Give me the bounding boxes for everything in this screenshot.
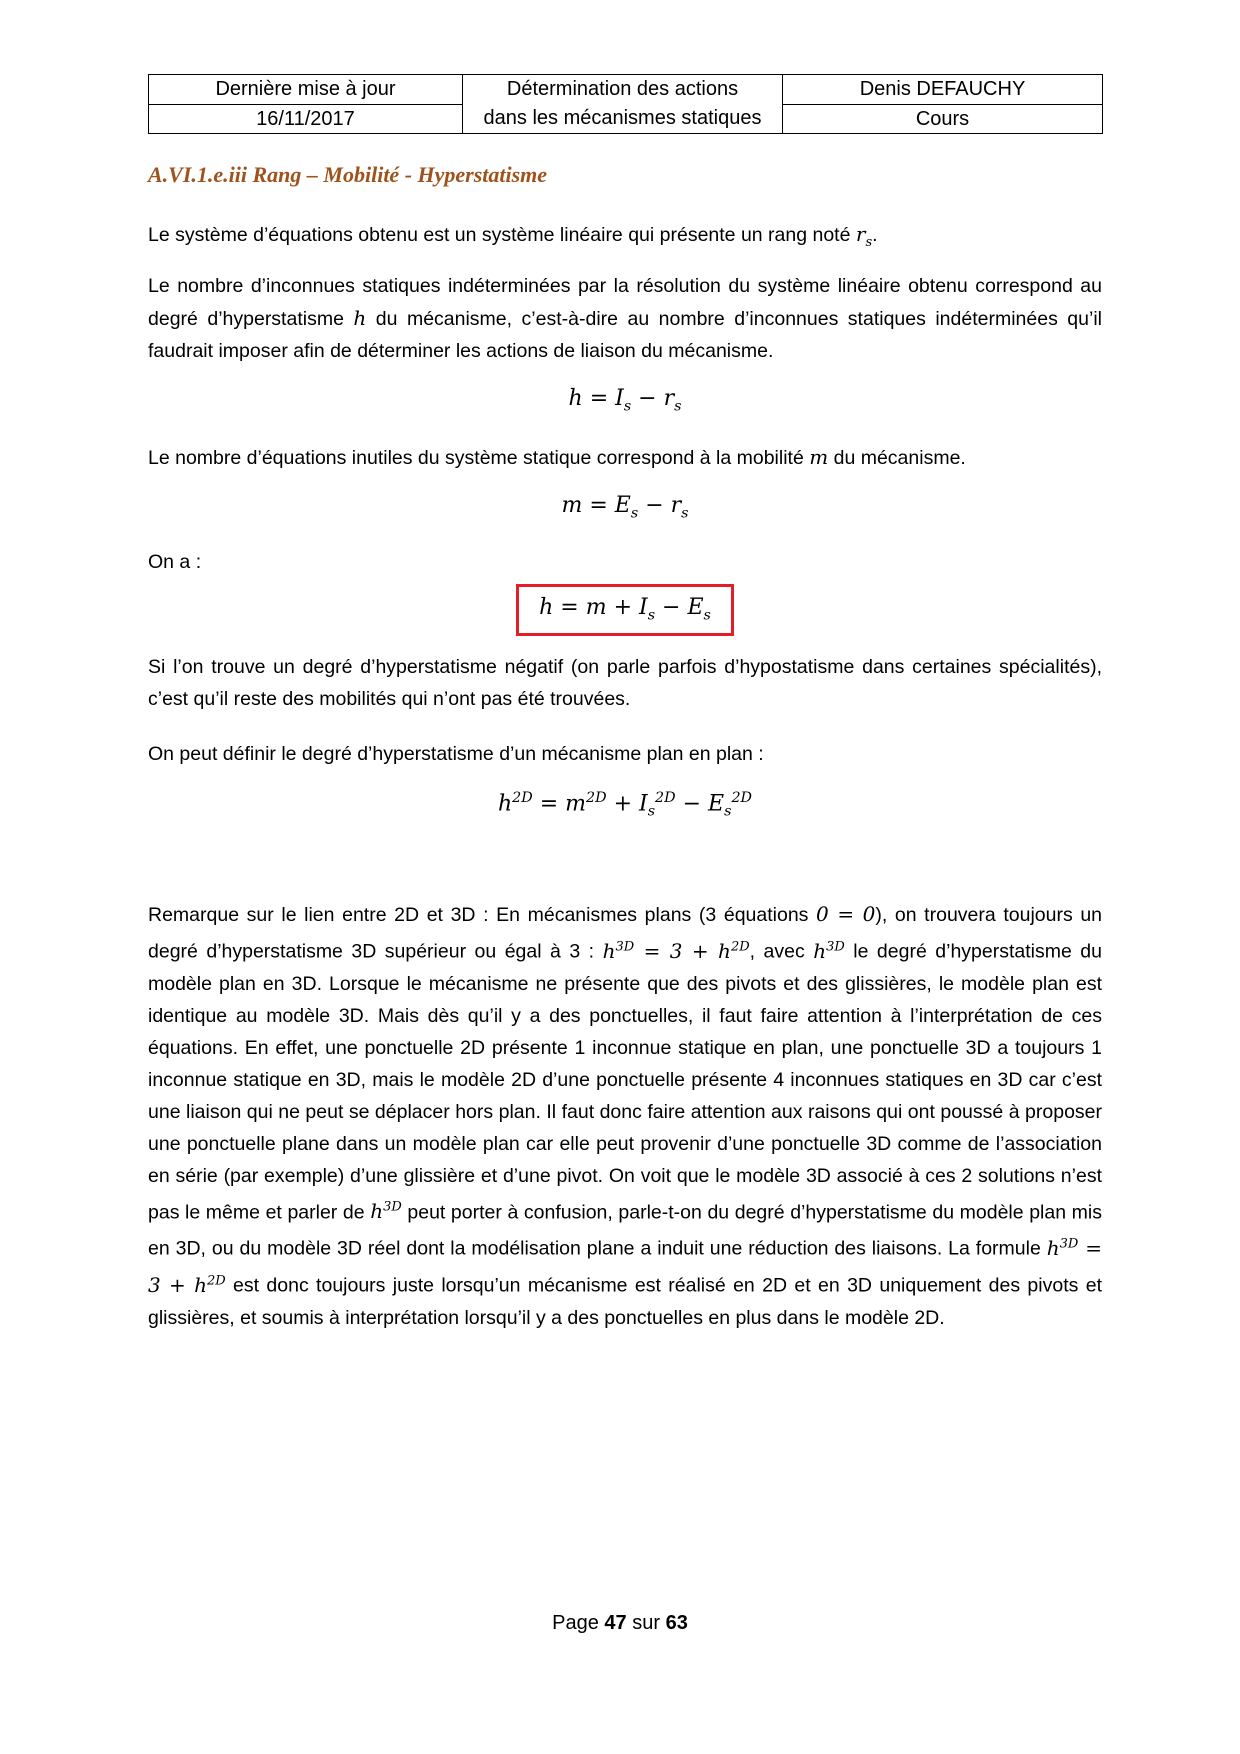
equation-boxed xyxy=(148,584,1102,636)
title-line2: dans les mécanismes statiques xyxy=(483,107,762,129)
update-date: 16/11/2017 xyxy=(149,104,463,134)
doc-type: Cours xyxy=(783,104,1103,134)
page-footer: Page 47 sur 63 xyxy=(552,1612,688,1634)
math-h3d-formula-2: $h^{3D} = 3 + h^{2D}$ xyxy=(148,1235,1102,1297)
paragraph-on-a: On a : xyxy=(148,551,202,573)
paragraph-plan: On peut définir le degré d’hyperstatisme d’un mécanisme plan en plan : xyxy=(148,743,764,765)
math-h: h xyxy=(353,306,367,330)
paragraph-rank: Le système d’équations obtenu est un système linéaire qui présente un rang noté $r_s$. xyxy=(148,222,878,250)
math-m: m xyxy=(809,445,829,469)
page-number: 47 xyxy=(604,1612,627,1634)
paragraph-mobility: Le nombre d’équations inutiles du système statique correspond à la mobilité m du mécanisme. xyxy=(148,445,966,469)
math-h3d-2: $h^{3D}$ xyxy=(370,1199,402,1224)
paragraph-hyperstatism: Le nombre d’inconnues statiques indéterminées par la résolution du système linéaire obtenu correspond au degré d’hyperstatisme h du mécanisme, c’est-à-dire au nombre d’inconnues statiques indéterminées qu’il faudrait imposer afin de déterminer les actions de liaison du mécanisme. xyxy=(148,275,1102,362)
math-h3d-formula: $h^{3D} = 3 + h^{2D}$ xyxy=(602,938,750,963)
equation-h: $h = I_s - r_s$ xyxy=(568,386,682,415)
math-h3d: $h^{3D}$ xyxy=(813,938,845,963)
paragraph-remark: Remarque sur le lien entre 2D et 3D : En mécanismes plans (3 équations 0 = 0), on trouvera toujours un degré d’hyperstatisme 3D supérieur ou égal à 3 : $h^{3D} = 3 + h^{2D}$, avec $h^{3D}$ le degré d’hyperstatisme du modèle plan en 3D. Lorsque le mécanisme ne présente que des pivots et des glissières, le modèle plan est identique au modèle 3D. Mais dès qu’il y a des ponctuelles, il faut faire attention à l’interprétation de ces équations. En effet, une ponctuelle 2D présente 1 inconnue statique en plan, une ponctuelle 3D a toujours 1 inconnue statique en 3D, mais le modèle 2D d’une ponctuelle présente 4 inconnues statiques en 3D car c’est une liaison qui ne peut se déplacer hors plan. Il faut donc faire attention aux raisons qui ont poussé à proposer une ponctuelle plane dans un modèle plan car elle peut provenir d’une ponctuelle 3D comme de l’association en série (par exemple) d’une glissière et d’une pivot. On voit que le modèle 3D associé à ces 2 solutions n’est pas le même et parler de $h^{3D}$ peut porter à confusion, parle-t-on du degré d’hyperstatisme du modèle plan mis en 3D, ou du modèle 3D réel dont la modélisation plane a induit une réduction des liaisons. La formule $h^{3D} = 3 + h^{2D}$ est donc toujours juste lorsqu’un mécanisme est réalisé en 2D et en 3D uniquement des pivots et glissières, et soumis à interprétation lorsqu’il y a des ponctuelles en plus dans le modèle 2D. xyxy=(148,902,1103,1329)
highlight-box: $h = m + I_s - E_s$ xyxy=(516,584,734,636)
page-total: 63 xyxy=(665,1612,688,1634)
paragraph-negative: Si l’on trouve un degré d’hyperstatisme négatif (on parle parfois d’hypostatisme dans certaines spécialités), c’est qu’il reste des mobilités qui n’ont pas été trouvées. xyxy=(148,656,1102,710)
math-rs: $r_s$ xyxy=(855,222,873,250)
update-label: Dernière mise à jour xyxy=(149,75,463,105)
title-line1: Détermination des actions xyxy=(506,78,739,100)
equation-2d: $h^{2D} = m^{2D} + I_s^{2D} - E_s^{2D}$ xyxy=(498,790,752,820)
math-zero-eq: 0 = 0 xyxy=(816,902,876,926)
section-title: A.VI.1.e.iii Rang – Mobilité - Hyperstatisme xyxy=(148,162,548,187)
header-table xyxy=(148,74,1103,134)
equation-m: $m = E_s - r_s$ xyxy=(561,493,689,522)
author: Denis DEFAUCHY xyxy=(783,75,1103,105)
document-title xyxy=(463,75,783,134)
